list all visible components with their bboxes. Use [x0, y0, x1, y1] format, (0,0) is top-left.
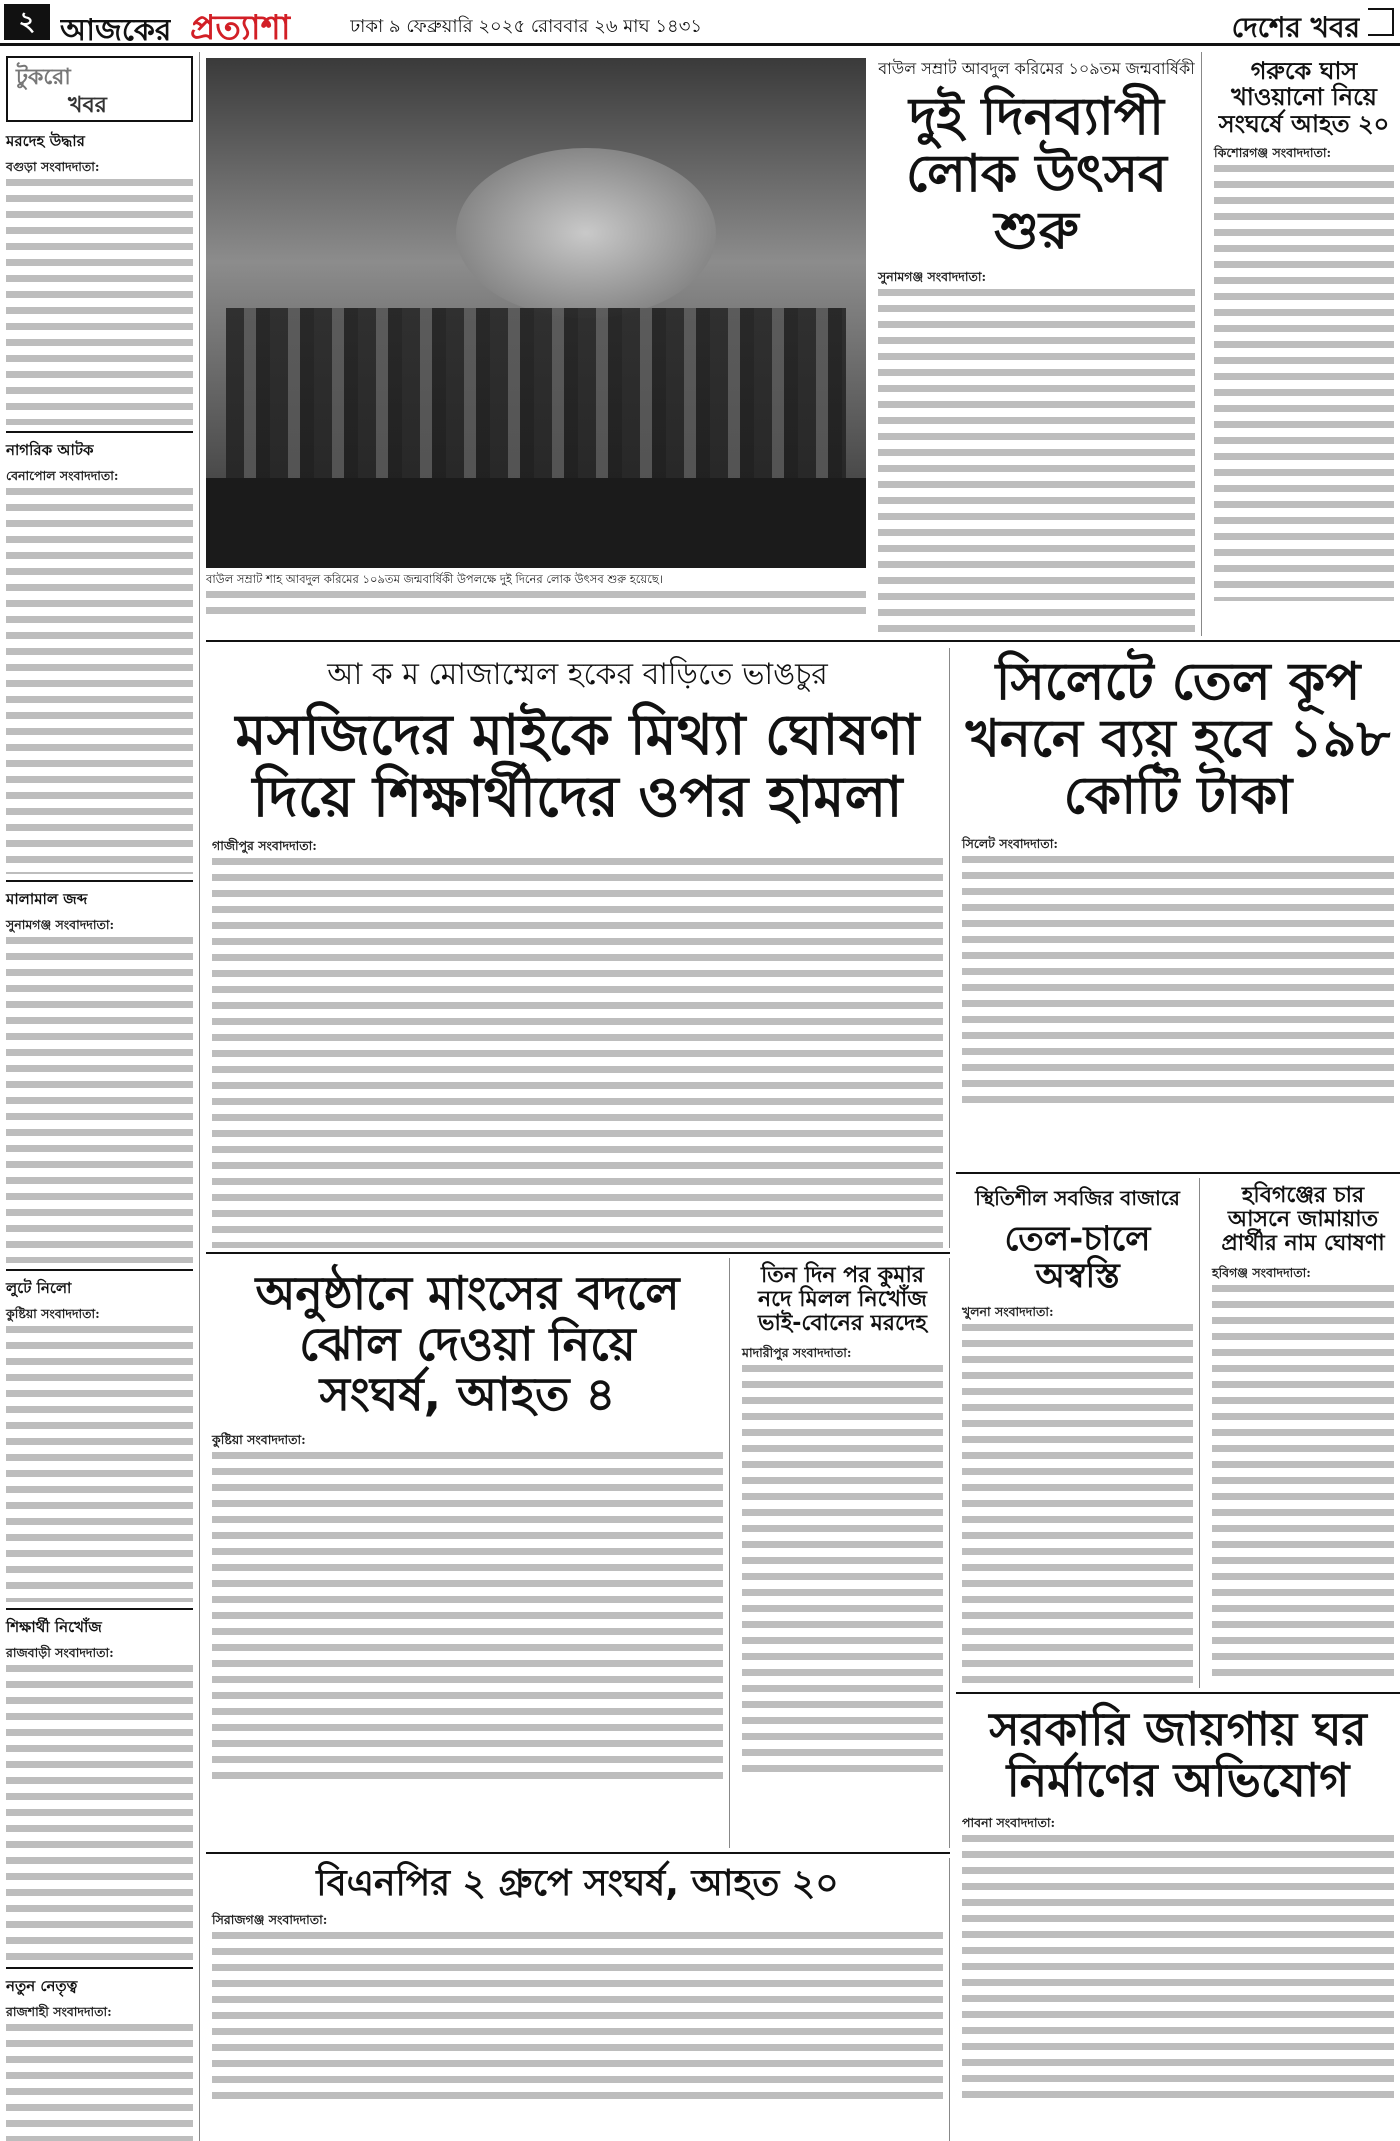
- story-kicker: বাউল সম্রাট আবদুল করিমের ১০৯তম জন্মবার্ষিকী: [878, 59, 1195, 78]
- headline: সরকারি জায়গায় ঘর: [989, 1702, 1367, 1756]
- headline: সংঘর্ষ, আহত ৪: [319, 1367, 616, 1422]
- headline: দুই দিনব্যাপী: [909, 87, 1164, 147]
- short-item: মালামাল জব্দ সুনামগঞ্জ সংবাদদাতা:: [6, 888, 193, 1263]
- headline: গরুকে ঘাস খাওয়ানো নিয়ে সংঘর্ষে আহত ২০: [1218, 57, 1390, 138]
- story-kicker: আ ক ম মোজাম্মেল হকের বাড়িতে ভাঙচুর: [327, 657, 828, 692]
- short-news-column: [0, 52, 200, 2141]
- baul-festival-story: বাউল সম্রাট আবদুল করিমের ১০৯তম জন্মবার্ষিকী দুই দিনব্যাপী লোক উৎসব শুরু সুনামগঞ্জ সংবাদদাতা:: [872, 52, 1202, 636]
- short-item: লুটে নিলো কুষ্টিয়া সংবাদদাতা:: [6, 1277, 193, 1602]
- short-news-badge: টুকরো খবর: [6, 56, 193, 122]
- logo-part2: প্রত্যাশা: [190, 8, 291, 46]
- issue-dateline: ঢাকা ৯ ফেব্রুয়ারি ২০২৫ রোববার ২৬ মাঘ ১৪৩১: [350, 16, 703, 37]
- arrow-icon: [1368, 8, 1394, 36]
- market-story: স্থিতিশীল সবজির বাজারে তেল-চালে অস্বস্তি খুলনা সংবাদদাতা:: [956, 1178, 1200, 1688]
- short-item: শিক্ষার্থী নিখোঁজ রাজবাড়ী সংবাদদাতা:: [6, 1616, 193, 1961]
- bnp-clash-story: বিএনপির ২ গ্রুপে সংঘর্ষ, আহত ২০ সিরাজগঞ্জ সংবাদদাতা:: [206, 1858, 950, 2141]
- headline: কোটি টাকা: [1063, 766, 1293, 827]
- headline: তেল-চালে অস্বস্তি: [1004, 1219, 1151, 1297]
- sylhet-oil-story: সিলেটে তেল কূপ খননে ব্যয় হবে ১৯৮ কোটি টাকা সিলেট সংবাদদাতা:: [956, 648, 1400, 1168]
- headline: বিএনপির ২ গ্রুপে সংঘর্ষ, আহত ২০: [316, 1863, 839, 1904]
- masthead: [0, 0, 1400, 46]
- story-kicker: স্থিতিশীল সবজির বাজারে: [975, 1186, 1180, 1210]
- headline: দিয়ে শিক্ষার্থীদের ওপর হামলা: [252, 764, 903, 830]
- concert-photo: [206, 58, 866, 568]
- headline: খননে ব্যয় হবে ১৯৮: [965, 709, 1391, 770]
- headline: হবিগঞ্জের চার আসনে জামায়াত প্রার্থীর নাম ঘোষণা: [1221, 1183, 1385, 1257]
- river-story: তিন দিন পর কুমার নদে মিলল নিখোঁজ ভাই-বোনের মরদেহ মাদারীপুর সংবাদদাতা:: [736, 1258, 950, 1848]
- logo-part1: আজকের: [60, 13, 172, 46]
- headline: লোক উৎসব শুরু: [906, 144, 1167, 262]
- government-land-story: সরকারি জায়গায় ঘর নির্মাণের অভিযোগ পাবনা সংবাদদাতা:: [956, 1698, 1400, 2138]
- headline: সিলেটে তেল কূপ: [995, 652, 1361, 712]
- section-title: দেশের খবর: [1231, 11, 1360, 44]
- habiganj-story: হবিগঞ্জের চার আসনে জামায়াত প্রার্থীর নাম ঘোষণা হবিগঞ্জ সংবাদদাতা:: [1206, 1178, 1400, 1688]
- short-item: মরদেহ উদ্ধার বগুড়া সংবাদদাতা:: [6, 130, 193, 425]
- meat-curry-story: অনুষ্ঠানে মাংসের বদলে ঝোল দেওয়া নিয়ে সংঘর্ষ, আহত ৪ কুষ্টিয়া সংবাদদাতা:: [206, 1258, 730, 1848]
- headline: নির্মাণের অভিযোগ: [1006, 1752, 1350, 1807]
- headline: ঝোল দেওয়া নিয়ে: [299, 1316, 636, 1371]
- page-number: ২: [4, 4, 50, 40]
- short-item: নাগরিক আটক বেনাপোল সংবাদদাতা:: [6, 439, 193, 874]
- headline: অনুষ্ঠানে মাংসের বদলে: [255, 1266, 680, 1320]
- mosque-attack-story: আ ক ম মোজাম্মেল হকের বাড়িতে ভাঙচুর মসজিদের মাইকে মিথ্যা ঘোষণা দিয়ে শিক্ষার্থীদের ওপর হামলা গাজীপুর সংবাদদাতা:: [206, 648, 950, 1248]
- short-item: নতুন নেতৃত্ব রাজশাহী সংবাদদাতা:: [6, 1975, 193, 2141]
- photo-caption: বাউল সম্রাট শাহ আবদুল করিমের ১০৯তম জন্মবার্ষিকী উপলক্ষে দুই দিনের লোক উৎসব শুরু হয়েছে।: [206, 572, 866, 622]
- headline: মসজিদের মাইকে মিথ্যা ঘোষণা: [235, 703, 920, 768]
- headline: তিন দিন পর কুমার নদে মিলল নিখোঁজ ভাই-বোনের মরদেহ: [758, 1263, 927, 1337]
- cow-fight-story: গরুকে ঘাস খাওয়ানো নিয়ে সংঘর্ষে আহত ২০ কিশোরগঞ্জ সংবাদদাতা:: [1208, 52, 1400, 636]
